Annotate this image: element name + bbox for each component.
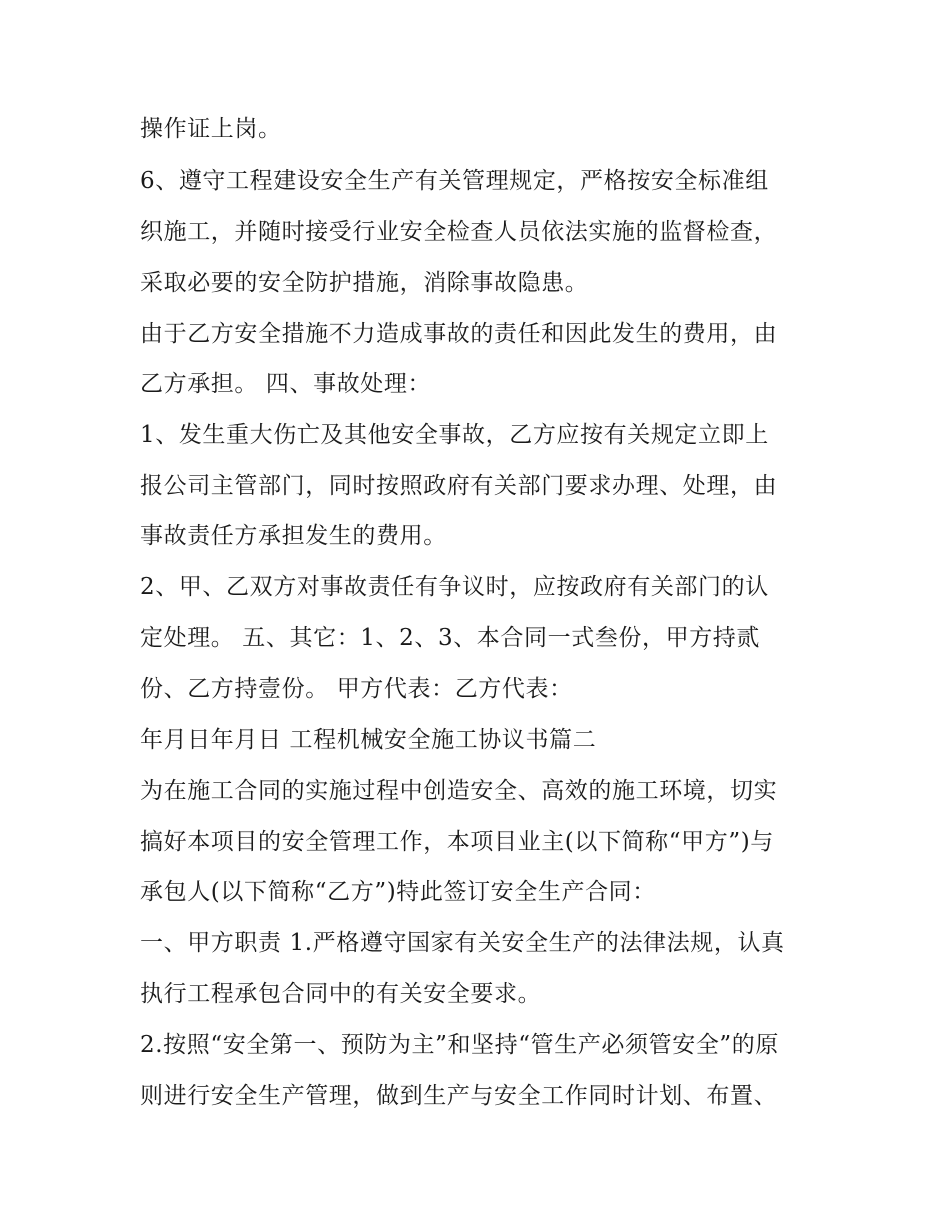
text-line-13: 年月日年月日 工程机械安全施工协议书篇二 xyxy=(140,727,597,753)
text-line-10: 2、甲、乙双方对事故责任有争议时，应按政府有关部门的认 xyxy=(140,574,769,600)
text-line-9: 事故责任方承担发生的费用。 xyxy=(140,523,447,549)
text-line-19: 2.按照“安全第一、预防为主”和坚持“管生产必须管安全”的原 xyxy=(140,1032,779,1058)
text-line-18: 执行工程承包合同中的有关安全要求。 xyxy=(140,981,542,1007)
text-line-3: 织施工，并随时接受行业安全检查人员依法实施的监督检查， xyxy=(140,219,778,245)
text-line-5: 由于乙方安全措施不力造成事故的责任和因此发生的费用，由 xyxy=(140,321,778,347)
text-line-16: 承包人(以下简称“乙方”)特此签订安全生产合同： xyxy=(140,879,656,905)
text-line-1: 操作证上岗。 xyxy=(140,116,282,142)
text-line-7: 1、发生重大伤亡及其他安全事故，乙方应按有关规定立即上 xyxy=(140,422,769,448)
text-line-17: 一、甲方职责 1.严格遵守国家有关安全生产的法律法规，认真 xyxy=(140,930,785,956)
text-line-20: 则进行安全生产管理，做到生产与安全工作同时计划、布置、 xyxy=(140,1083,778,1109)
text-line-2: 6、遵守工程建设安全生产有关管理规定，严格按安全标准组 xyxy=(140,168,769,194)
text-line-8: 报公司主管部门，同时按照政府有关部门要求办理、处理，由 xyxy=(140,473,778,499)
text-line-12: 份、乙方持壹份。 甲方代表：乙方代表： xyxy=(140,676,573,702)
text-line-14: 为在施工合同的实施过程中创造安全、高效的施工环境，切实 xyxy=(140,778,778,804)
text-line-15: 搞好本项目的安全管理工作，本项目业主(以下简称“甲方”)与 xyxy=(140,829,774,855)
text-line-11: 定处理。 五、其它：1、2、3、本合同一式叁份，甲方持贰 xyxy=(140,625,761,651)
text-line-4: 采取必要的安全防护措施，消除事故隐患。 xyxy=(140,270,589,296)
text-line-6: 乙方承担。 四、事故处理： xyxy=(140,371,432,397)
